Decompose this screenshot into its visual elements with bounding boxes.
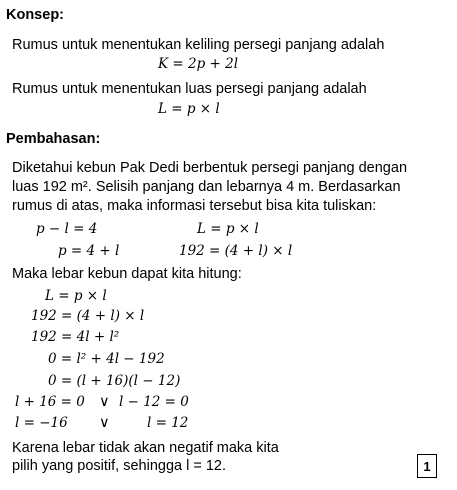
konsep-line-luas: Rumus untuk menentukan luas persegi panjang adalah xyxy=(12,81,367,97)
case-right: l − 12 = 0 xyxy=(119,394,189,410)
calculation-step: 0 = (l + 16)(l − 12) xyxy=(48,373,181,389)
pembahasan-paragraph-line: Diketahui kebun Pak Dedi berbentuk persegi panjang dengan xyxy=(12,160,408,176)
konsep-heading: Konsep: xyxy=(6,7,64,23)
calculation-step: 0 = l² + 4l − 192 xyxy=(48,351,165,367)
case-or-symbol: ∨ xyxy=(99,415,110,431)
conclusion-line: pilih yang positif, sehingga l = 12. xyxy=(12,458,227,474)
equation-left: p = 4 + l xyxy=(58,243,120,259)
case-or-symbol: ∨ xyxy=(99,394,110,410)
calculation-intro: Maka lebar kebun dapat kita hitung: xyxy=(12,266,242,282)
case-left: l + 16 = 0 xyxy=(15,394,85,410)
pembahasan-paragraph-line: luas 192 m². Selisih panjang dan lebarnya 4 m. Berdasarkan xyxy=(12,179,401,195)
equation-right: 192 = (4 + l) × l xyxy=(179,243,293,259)
formula-keliling: K = 2p + 2l xyxy=(158,56,239,72)
pembahasan-heading: Pembahasan: xyxy=(6,131,101,147)
conclusion-line: Karena lebar tidak akan negatif maka kita xyxy=(12,440,279,456)
calculation-step: 192 = (4 + l) × l xyxy=(31,308,145,324)
calculation-step: 192 = 4l + l² xyxy=(31,329,120,345)
page-number-badge: 1 xyxy=(417,454,437,478)
formula-luas: L = p × l xyxy=(158,101,220,117)
pembahasan-paragraph-line: rumus di atas, maka informasi tersebut bisa kita tuliskan: xyxy=(12,198,377,214)
equation-left: p − l = 4 xyxy=(36,221,98,237)
calculation-step: L = p × l xyxy=(45,288,107,304)
equation-right: L = p × l xyxy=(197,221,259,237)
konsep-line-keliling: Rumus untuk menentukan keliling persegi panjang adalah xyxy=(12,37,385,53)
case-right: l = 12 xyxy=(147,415,189,431)
case-left: l = −16 xyxy=(15,415,68,431)
